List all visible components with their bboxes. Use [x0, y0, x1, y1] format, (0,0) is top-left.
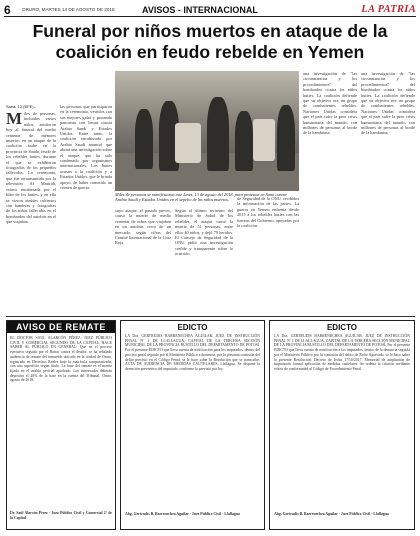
edicto-2-body: LA Dra. GERTRUDIS BARRENECHEA AGUILAR, JUEZ DE INSTRUCCIÓN PENAL Nº 1 DE LLALLAGUA, CAPITAL DE LA TERCERA SECCIÓN MUNICIPAL DE LA PROVINCIA BUSTILLO DEL DEPARTAMENTO DE POTOSÍ. Por el presente EDICTO que lleva cuenta de notificación a los imputados, dentro de la denuncia seguida por el Ministerio Público por la comisión del delito de Robo Agravado, se le hace saber la presente Resolución: Decreto de fecha 17/10/2017. Memorial de ampliación de imputación formal aplicación de medidas cautelares. Se ordena la citación mediante edicto de conformidad al Código de Procedimiento Penal. [274, 334, 410, 371]
edicto-1-title: EDICTO [177, 323, 208, 332]
article-col1b-text: La ceremonia, que fue retransmitida por la televisión Al Masirah, estuvo encabezada por el líder de los hutíes, y en ella se vieron ataúdes cubiertos con banderas y fotografías de los niños fallecidos en el bombardeo del autobús en el que viajaban. [6, 170, 56, 225]
article-cont-left-text: Entre tanto, la coalición encabezada por Arabia Saudí anunció que abrirá una investigación sobre el ataque, que ha sido condenado por organismos internacionales. Los hutíes acusan a la coalición y a Estados Unidos, que le brinda apoyo, de haber cometido un crimen de guerra. [60, 131, 112, 191]
photo-caption: Miles de personas se manifestaron este lunes, 13 de agosto del 2018, para protestar en Sana contra Arabia Saudí y Estados Unidos en el sepelio de los niños muertos. [115, 192, 287, 203]
article-credit: Sana, 13 (EFE).- [6, 104, 37, 109]
article-column-4 [175, 208, 233, 312]
page-header [4, 3, 416, 17]
section-title: AVISOS - INTERNACIONAL [142, 4, 258, 15]
article-column-2 [60, 104, 112, 312]
article-cont-right-text: de Seguridad de la ONU, recibidos la información de las partes. La guerra en Yemen enfrenta desde 2015 a los rebeldes hutíes con las fuerzas del Gobierno, apoyadas por la coalición. [237, 196, 299, 229]
article-col3-text: cuyo ataque, el pasado jueves, causó la muerte de medio centenar de niños que viajaban en un autobús cerca de un mercado, según cifras del Comité Internacional de la Cruz Roja. [115, 208, 171, 246]
edicto-2-signature: Abg. Gertrudis B. Barrenechea Aguilar - Juez Público Civil - Llallagua [274, 512, 389, 516]
article-column-7 [361, 71, 415, 312]
edicto-1-body: LA Dra. GERTRUDIS BARRENECHEA AGUILAR, JUEZ DE INSTRUCCIÓN PENAL Nº 1 DE LLALLAGUA, CAPITAL DE LA TERCERA SECCIÓN MUNICIPAL DE LA PROVINCIA BUSTILLO DEL DEPARTAMENTO DE POTOSÍ. Por el presente EDICTO que lleva cuenta de notificación para los imputados, dentro del proceso penal seguido por el Ministerio Público a denuncia, por la presunta comisión del delito previsto en el Código Penal, se le hace saber la Resolución que se transcribe: ACTA DE AUDIENCIA DE MEDIDAS CAUTELARES. Llallagua. Se dispone la detención preventiva del imputado, conforme lo previsto por ley. [125, 334, 260, 371]
edicto-2-title: EDICTO [326, 323, 358, 332]
remate-box [6, 320, 116, 530]
edicto-box-2 [269, 320, 415, 530]
remate-body: EL DOCTOR SAUL ALARCÓN PÉREZ, JUEZ PÚBLICO CIVIL Y COMERCIAL SEGUNDO DE LA CAPITAL, HACE SABER AL PÚBLICO EN GENERAL: Que en el proceso ejecutivo seguido por el Banco contra el deudor, se ha señalado audiencia de remate del inmueble ubicado en la ciudad de Oruro, registrado en Derechos Reales bajo la matrícula computarizada, con una superficie según título. La base del remate es el monto fijado en el avalúo pericial aprobado. Los interesados deberán depositar el 20% de la base en la cuenta del Tribunal. Oruro, agosto de 2018. [10, 336, 112, 383]
article-column-5 [237, 196, 299, 312]
article-col5-text: una investigación de "las circunstancias y los procedimientos" del bombardeo contra los niños hutíes. La coalición defiende que su objetivo era un grupo de combatientes rebeldes. Naciones Unidas considera que el país sufre la peor crisis humanitaria del mundo, con millones de personas al borde de la hambruna. [303, 71, 357, 136]
article-photo [115, 71, 299, 191]
newspaper-logo: LA PATRIA [361, 4, 416, 15]
edicto-box-1 [120, 320, 265, 530]
article-column-1 [6, 111, 56, 311]
drop-cap: M [6, 111, 23, 128]
article-col1-text: iles de personas, incluidos varios niños, asistieron hoy al funeral del medio centenar de menores muertos en un ataque de la coalición árabe en la provincia de Saada, feudo de los rebeldes hutíes, durante el que se exhibieron fotografías de los pequeños fallecidos. [6, 111, 56, 176]
article-column-6 [303, 71, 357, 312]
article-cont-mid-text: Según el último recuento del Ministerio de Salud de los rebeldes, el ataque causó la muerte de 51 personas, entre ellos 40 niños, y dejó 79 heridos. El Consejo de Seguridad de la ONU pidió una investigación creíble y transparente sobre lo ocurrido. [175, 208, 233, 257]
divider [6, 316, 415, 317]
article-col2-text: las personas que participaron en la ceremonia, vestidos con sus mejores galas y portando pancartas con lemas contra Arabia Saudí y Estados Unidos. [60, 104, 112, 137]
remate-signature: Dr. Saúl Alarcón Pérez - Juez Público Civil y Comercial 2º de la Capital [10, 511, 112, 520]
remate-title: AVISO DE REMATE [7, 321, 115, 333]
article-column-3 [115, 208, 171, 312]
page-number: 6 [4, 2, 11, 17]
header-date: ORURO, MARTES 14 DE AGOSTO DE 2018 [22, 7, 115, 12]
article-col5-text-b: una investigación de "las circunstancias y los procedimientos" del bombardeo contra los niños hutíes. La coalición defiende que su objetivo era un grupo de combatientes rebeldes. Naciones Unidas considera que el país sufre la peor crisis humanitaria del mundo, con millones de personas al borde de la hambruna. [361, 71, 415, 136]
article-headline: Funeral por niños muertos en ataque de la coalición en feudo rebelde en Yemen [32, 21, 388, 62]
edicto-1-signature: Abg. Gertrudis B. Barrenechea Aguilar - Juez Público Civil - Llallagua [125, 512, 240, 516]
